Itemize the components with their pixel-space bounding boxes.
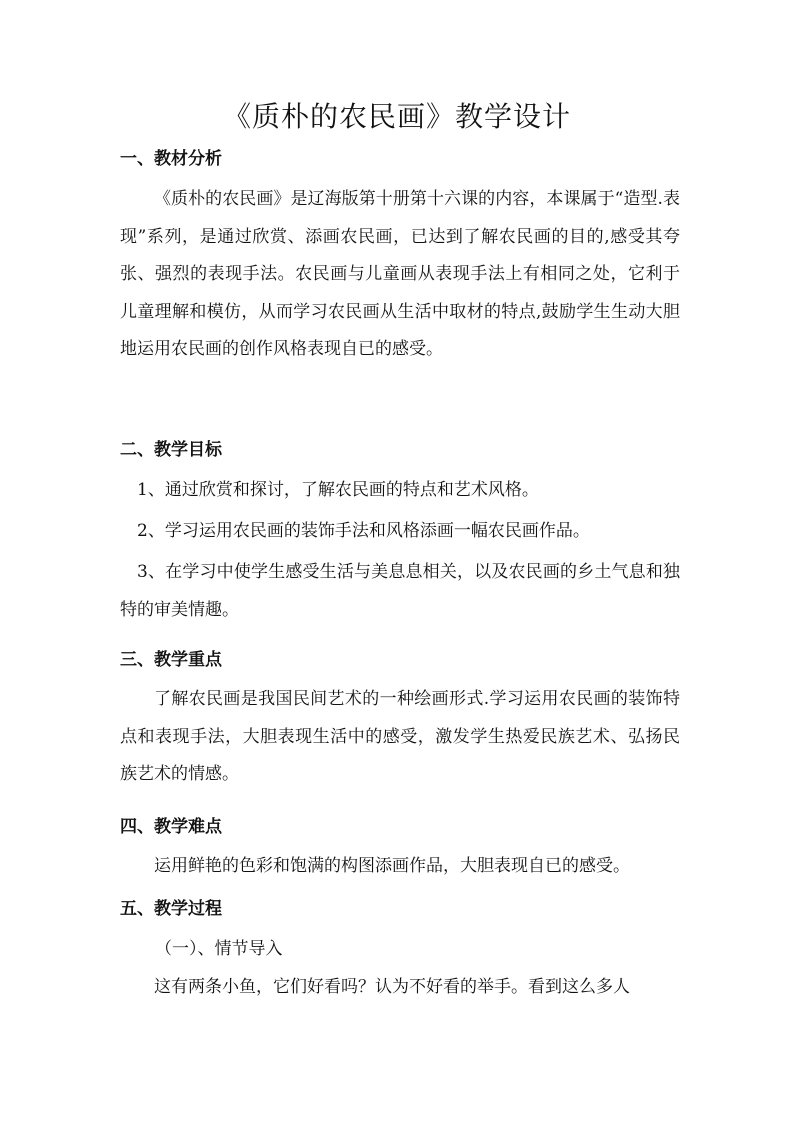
section-heading-objectives: 二、教学目标 [120,440,222,460]
paragraph-difficulties: 运用鲜艳的色彩和饱满的构图添画作品，大胆表现自已的感受。 [154,856,630,876]
section-heading-analysis: 一、教材分析 [120,149,222,169]
paragraph-key-points: 了解农民画是我国民间艺术的一种绘画形式.学习运用农民画的装饰特点和表现手法，大胆表现生活中的感受，激发学生热爱民族艺术、弘扬民族艺术的情感。 [120,689,680,784]
paragraph-analysis: 《质朴的农民画》是辽海版第十册第十六课的内容，本课属于“造型.表现”系列，是通过欣赏、添画农民画，已达到了解农民画的目的,感受其夸张、强烈的表现手法。农民画与儿童画从表现手法上有相同之处，它利于儿童理解和模仿，从而学习农民画从生活中取材的特点,鼓励学生生动大胆地运用农民画的创作风格表现自已的感受。 [120,189,680,359]
paragraph-introduction: 这有两条小鱼，它们好看吗？认为不好看的举手。看到这么多人 [154,977,630,997]
objective-item-1: 1、通过欣赏和探讨，了解农民画的特点和艺术风格。 [137,480,539,500]
objective-item-2: 2、学习运用农民画的装饰手法和风格添画一幅农民画作品。 [137,521,590,541]
section-heading-difficulties: 四、教学难点 [120,817,222,837]
subheading-introduction: （一）、情节导入 [155,939,283,959]
document-title: 《质朴的农民画》教学设计 [222,100,571,133]
objective-item-3: 3、在学习中使学生感受生活与美息息相关，以及农民画的乡土气息和独特的审美情趣。 [120,562,680,620]
section-heading-process: 五、教学过程 [120,899,222,919]
section-heading-key-points: 三、教学重点 [120,650,222,670]
